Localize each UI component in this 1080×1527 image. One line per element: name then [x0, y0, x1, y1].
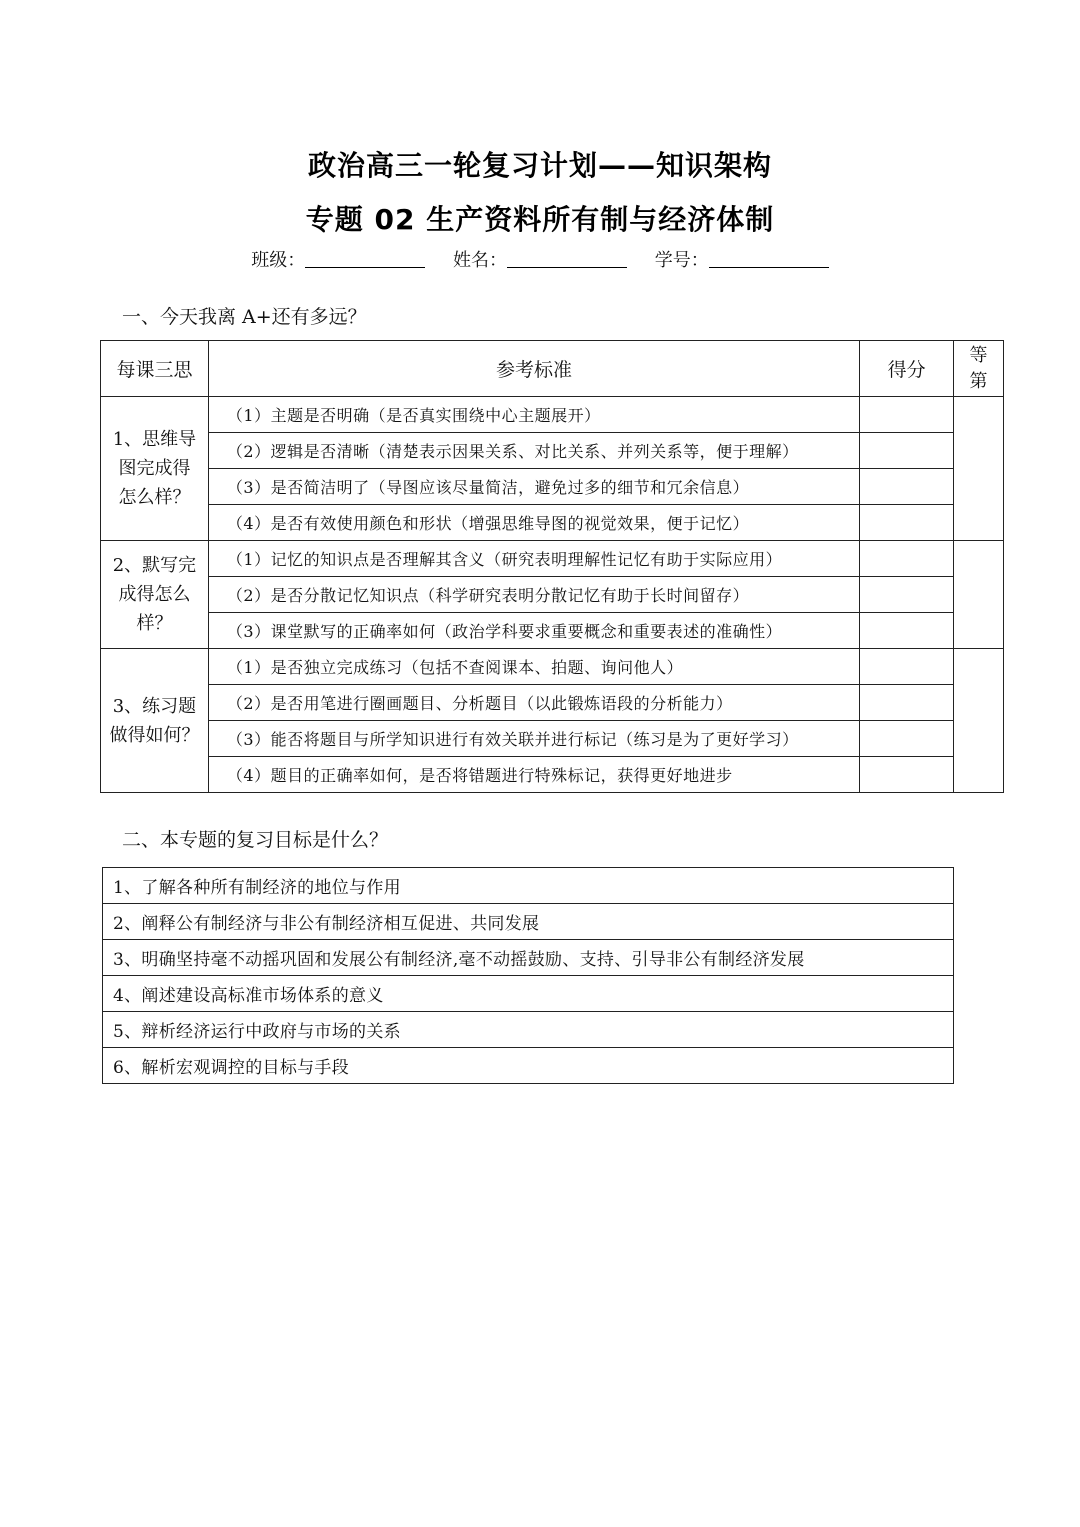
header-criteria: 参考标准: [208, 341, 859, 397]
name-blank[interactable]: [507, 249, 627, 268]
rank-cell[interactable]: [954, 649, 1004, 793]
score-cell[interactable]: [860, 505, 954, 541]
table-row: [101, 685, 1004, 721]
score-cell[interactable]: [860, 613, 954, 649]
goal-text: 3、明确坚持毫不动摇巩固和发展公有制经济,毫不动摇鼓励、支持、引导非公有制经济发展: [103, 940, 954, 976]
table-row: [101, 613, 1004, 649]
score-cell[interactable]: [860, 721, 954, 757]
page-subtitle: 专题 02 生产资料所有制与经济体制: [305, 203, 775, 236]
score-cell[interactable]: [860, 397, 954, 433]
criterion-text: （4）题目的正确率如何，是否将错题进行特殊标记，获得更好地进步: [208, 757, 859, 793]
score-cell[interactable]: [860, 685, 954, 721]
section-1-heading: 一、今天我离 A+还有多远？: [122, 306, 367, 328]
score-cell[interactable]: [860, 469, 954, 505]
goal-text: 2、阐释公有制经济与非公有制经济相互促进、共同发展: [103, 904, 954, 940]
name-label: 姓名：: [453, 250, 507, 271]
goal-text: 1、了解各种所有制经济的地位与作用: [103, 868, 954, 904]
criterion-text: （1）是否独立完成练习（包括不查阅课本、拍题、询问他人）: [208, 649, 859, 685]
section-2-heading: 二、本专题的复习目标是什么？: [122, 829, 389, 851]
score-cell[interactable]: [860, 433, 954, 469]
criterion-text: （2）是否用笔进行圈画题目、分析题目（以此锻炼语段的分析能力）: [208, 685, 859, 721]
header-rank-line1: 等: [969, 344, 988, 366]
criterion-text: （2）是否分散记忆知识点（科学研究表明分散记忆有助于长时间留存）: [208, 577, 859, 613]
lesson-label-1: [101, 397, 209, 541]
table-row: [101, 757, 1004, 793]
header-rank-line2: 第: [969, 370, 988, 392]
student-id-blank[interactable]: [709, 249, 829, 268]
header-score: 得分: [860, 341, 954, 397]
criterion-text: （2）逻辑是否清晰（清楚表示因果关系、对比关系、并列关系等，便于理解）: [208, 433, 859, 469]
table-row: [101, 397, 1004, 433]
score-cell[interactable]: [860, 541, 954, 577]
table-row: [101, 577, 1004, 613]
goal-row: [103, 904, 954, 940]
goal-text: 6、解析宏观调控的目标与手段: [103, 1048, 954, 1084]
goal-text: 4、阐述建设高标准市场体系的意义: [103, 976, 954, 1012]
rank-cell[interactable]: [954, 541, 1004, 649]
self-evaluation-table: [100, 340, 1004, 793]
review-goals-table: [102, 867, 954, 1084]
lesson-label-line: 成得怎么: [118, 584, 191, 605]
lesson-label-3: [101, 649, 209, 793]
criterion-text: （4）是否有效使用颜色和形状（增强思维导图的视觉效果，便于记忆）: [208, 505, 859, 541]
criterion-text: （1）记忆的知识点是否理解其含义（研究表明理解性记忆有助于实际应用）: [208, 541, 859, 577]
lesson-label-line: 2、默写完: [112, 555, 197, 576]
table-row: [101, 541, 1004, 577]
goal-row: [103, 1048, 954, 1084]
student-id-label: 学号：: [654, 250, 709, 271]
lesson-label-line: 图完成得: [118, 458, 191, 479]
table-header-row: [101, 341, 1004, 397]
goal-row: [103, 1012, 954, 1048]
rank-cell[interactable]: [954, 397, 1004, 541]
criterion-text: （3）课堂默写的正确率如何（政治学科要求重要概念和重要表述的准确性）: [208, 613, 859, 649]
goal-text: 5、辩析经济运行中政府与市场的关系: [103, 1012, 954, 1048]
lesson-label-line: 样？: [136, 613, 173, 634]
header-rank: [954, 341, 1004, 397]
header-lesson: 每课三思: [101, 341, 209, 397]
criterion-text: （3）能否将题目与所学知识进行有效关联并进行标记（练习是为了更好学习）: [208, 721, 859, 757]
score-cell[interactable]: [860, 757, 954, 793]
score-cell[interactable]: [860, 649, 954, 685]
goal-row: [103, 940, 954, 976]
goal-row: [103, 976, 954, 1012]
student-info-line: [0, 246, 1080, 272]
table-row: [101, 649, 1004, 685]
lesson-label-line: 3、练习题: [112, 695, 197, 717]
lesson-label-line: 做得如何？: [109, 724, 200, 746]
criterion-text: （1）主题是否明确（是否真实围绕中心主题展开）: [208, 397, 859, 433]
lesson-label-2: [101, 541, 209, 649]
class-label: 班级：: [251, 250, 306, 271]
lesson-label-line: 怎么样？: [118, 487, 191, 508]
table-row: [101, 433, 1004, 469]
class-blank[interactable]: [305, 249, 425, 268]
score-cell[interactable]: [860, 577, 954, 613]
table-row: [101, 721, 1004, 757]
goal-row: [103, 868, 954, 904]
page-title: 政治高三一轮复习计划——知识架构: [307, 149, 772, 182]
criterion-text: （3）是否简洁明了（导图应该尽量简洁，避免过多的细节和冗余信息）: [208, 469, 859, 505]
table-row: [101, 505, 1004, 541]
table-row: [101, 469, 1004, 505]
lesson-label-line: 1、思维导: [112, 429, 197, 450]
